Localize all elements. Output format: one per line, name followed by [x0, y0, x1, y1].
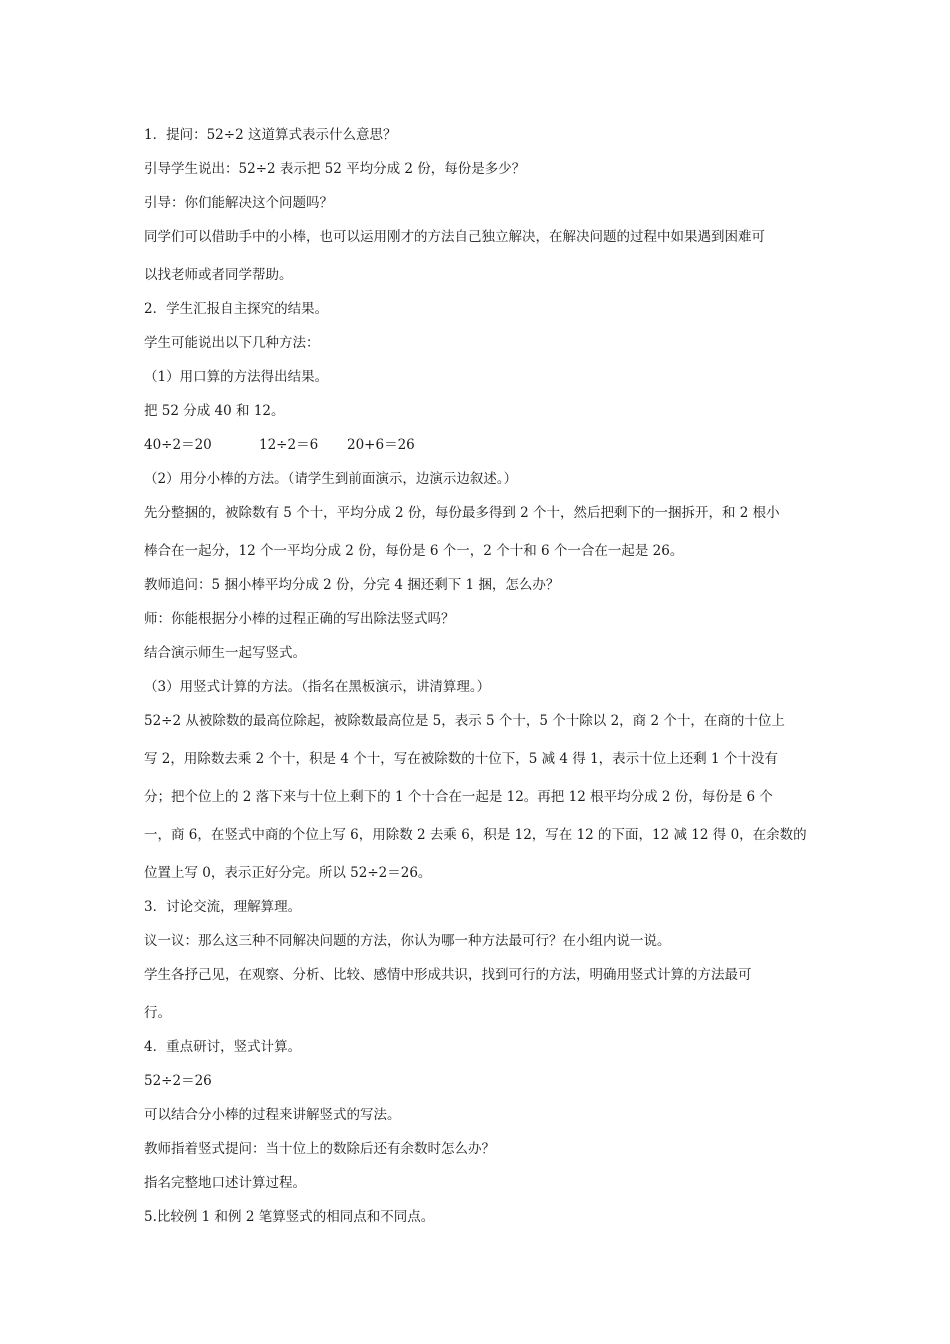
document-body — [144, 126, 808, 1226]
text-line: 学生可能说出以下几种方法： — [144, 335, 320, 351]
equation: 40÷2＝20 — [144, 437, 212, 453]
text-line: （1）用口算的方法得出结果。 — [144, 369, 329, 385]
text-line: （3）用竖式计算的方法。（指名在黑板演示，讲清算理。） — [144, 679, 491, 695]
text-line: 52÷2 从被除数的最高位除起，被除数最高位是 5，表示 5 个十，5 个十除以 2，商 2 个十，在商的十位上 — [144, 713, 785, 729]
text-line: 师：你能根据分小棒的过程正确的写出除法竖式吗？ — [144, 611, 455, 627]
equation: 12÷2＝6 — [259, 437, 319, 453]
text-line: 引导：你们能解决这个问题吗？ — [144, 195, 333, 211]
text-line: 学生各抒己见，在观察、分析、比较、感情中形成共识，找到可行的方法，明确用竖式计算的方法最可 — [144, 967, 752, 983]
text-line: 写 2，用除数去乘 2 个十，积是 4 个十，写在被除数的十位下，5 减 4 得 1，表示十位上还剩 1 个十没有 — [144, 751, 778, 767]
text-line: 棒合在一起分，12 个一平均分成 2 份，每份是 6 个一，2 个十和 6 个一合在一起是 26。 — [144, 543, 684, 559]
text-line: 分；把个位上的 2 落下来与十位上剩下的 1 个十合在一起是 12。再把 12 根平均分成 2 份，每份是 6 个 — [144, 789, 773, 805]
text-line: 一，商 6，在竖式中商的个位上写 6，用除数 2 去乘 6，积是 12，写在 12 的下面，12 减 12 得 0，在余数的 — [144, 827, 807, 843]
text-line: 先分整捆的，被除数有 5 个十，平均分成 2 份，每份最多得到 2 个十，然后把剩下的一捆拆开，和 2 根小 — [144, 505, 780, 521]
text-line: 指名完整地口述计算过程。 — [144, 1175, 306, 1191]
text-line: 位置上写 0，表示正好分完。所以 52÷2＝26。 — [144, 865, 432, 881]
text-line: 同学们可以借助手中的小棒，也可以运用刚才的方法自己独立解决，在解决问题的过程中如果遇到困难可 — [144, 229, 765, 245]
text-line: 2．学生汇报自主探究的结果。 — [144, 301, 329, 317]
text-line: 引导学生说出：52÷2 表示把 52 平均分成 2 份，每份是多少？ — [144, 161, 526, 177]
text-line: 教师指着竖式提问：当十位上的数除后还有余数时怎么办？ — [144, 1141, 495, 1157]
text-line: 3．讨论交流，理解算理。 — [144, 899, 302, 915]
text-line: 教师追问：5 捆小棒平均分成 2 份，分完 4 捆还剩下 1 捆，怎么办？ — [144, 577, 560, 593]
equation-row — [144, 436, 808, 454]
text-line: 5.比较例 1 和例 2 笔算竖式的相同点和不同点。 — [144, 1209, 435, 1225]
equation: 20+6＝26 — [347, 437, 415, 453]
text-line: 议一议：那么这三种不同解决问题的方法，你认为哪一种方法最可行？在小组内说一说。 — [144, 933, 671, 949]
text-line: 4．重点研讨，竖式计算。 — [144, 1039, 302, 1055]
text-line: 52÷2＝26 — [144, 1073, 212, 1089]
text-line: 可以结合分小棒的过程来讲解竖式的写法。 — [144, 1107, 401, 1123]
text-line: 结合演示师生一起写竖式。 — [144, 645, 306, 661]
text-line: 行。 — [144, 1005, 171, 1021]
text-line: 把 52 分成 40 和 12。 — [144, 403, 285, 419]
text-line: 以找老师或者同学帮助。 — [144, 267, 293, 283]
text-line: 1．提问：52÷2 这道算式表示什么意思？ — [144, 127, 397, 143]
text-line: （2）用分小棒的方法。（请学生到前面演示，边演示边叙述。） — [144, 471, 518, 487]
